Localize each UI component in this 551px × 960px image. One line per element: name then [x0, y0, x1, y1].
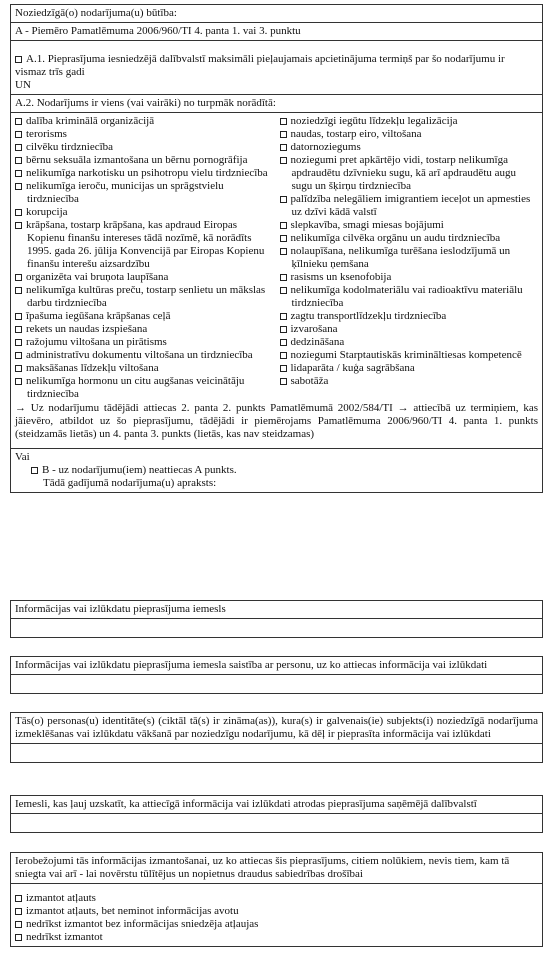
request-reason-label: Informācijas vai izlūkdatu pieprasījuma iemesls	[11, 601, 542, 619]
offence-item[interactable]	[280, 310, 539, 323]
offence-checkbox[interactable]	[280, 352, 287, 359]
offence-checkbox[interactable]	[15, 170, 22, 177]
reason-link-box	[10, 656, 543, 694]
offence-label: īpašuma iegūšana krāpšanas ceļā	[26, 310, 171, 322]
offence-checkbox[interactable]	[280, 248, 287, 255]
offence-item[interactable]	[15, 180, 274, 206]
offence-label: lidaparāta / kuģa sagrābšana	[290, 362, 415, 374]
offence-label: krāpšana, tostarp krāpšana, kas apdraud Eiropas Kopienu finanšu intereses tādā nozīmē, kā norādīts 1995. gada 26. jūlija Konvencijā par Eiropas Kopienu finanšu interešu aizsardzību	[26, 219, 265, 270]
offence-checkbox[interactable]	[15, 378, 22, 385]
section-a-title: A - Piemēro Pamatlēmuma 2006/960/TI 4. panta 1. vai 3. punktu	[11, 23, 542, 41]
offence-item[interactable]	[280, 141, 539, 154]
offence-checkbox[interactable]	[280, 365, 287, 372]
a1-checkbox[interactable]	[15, 56, 22, 63]
grounds-label: Iemesli, kas ļauj uzskatīt, ka attiecīgā informācija vai izlūkdati atrodas pieprasījuma saņēmējā dalībvalstī	[11, 796, 542, 814]
section-b	[11, 449, 542, 492]
offence-checkbox[interactable]	[280, 118, 287, 125]
offence-label: dedzināšana	[290, 336, 345, 348]
offence-item[interactable]	[15, 323, 274, 336]
usage-restrictions-options	[11, 884, 542, 946]
offence-checkbox[interactable]	[280, 157, 287, 164]
restriction-option[interactable]	[15, 892, 538, 905]
offence-label: slepkavība, smagi miesas bojājumi	[290, 219, 444, 231]
request-reason-field[interactable]	[11, 619, 542, 637]
grounds-field[interactable]	[11, 814, 542, 832]
offence-checkbox[interactable]	[15, 313, 22, 320]
offence-item[interactable]	[15, 128, 274, 141]
offence-item[interactable]	[15, 362, 274, 375]
offence-item[interactable]	[280, 362, 539, 375]
offence-item[interactable]	[15, 375, 274, 401]
offence-checkbox[interactable]	[15, 339, 22, 346]
restriction-option-label: izmantot atļauts, bet neminot informācijas avotu	[26, 905, 239, 917]
offence-label: datornoziegums	[290, 141, 361, 153]
b-description-label: Tādā gadījumā nodarījuma(u) apraksts:	[43, 477, 217, 489]
restriction-option-label: izmantot atļauts	[26, 892, 96, 904]
offence-item[interactable]	[280, 284, 539, 310]
offence-label: cilvēku tirdzniecība	[26, 141, 114, 153]
offence-checkbox[interactable]	[15, 157, 22, 164]
offence-item[interactable]	[280, 375, 539, 388]
restriction-checkbox[interactable]	[15, 934, 22, 941]
offence-checkbox[interactable]	[15, 209, 22, 216]
offence-item[interactable]	[15, 154, 274, 167]
usage-restrictions-label: Ierobežojumi tās informācijas izmantošanai, uz ko attiecas šis pieprasījums, citiem nolūkiem, nevis tiem, kam tā sniegta vai arī - lai novērstu tūlītējus un nopietnus draudus sabiedrības drošībai	[11, 853, 542, 884]
request-reason-box	[10, 600, 543, 638]
restriction-option-label: nedrīkst izmantot bez informācijas sniedzēja atļaujas	[26, 918, 259, 930]
offence-checkbox[interactable]	[280, 287, 287, 294]
offence-item[interactable]	[280, 323, 539, 336]
b-checkbox[interactable]	[31, 467, 38, 474]
offence-label: izvarošana	[290, 323, 338, 335]
offence-checkbox[interactable]	[15, 183, 22, 190]
offence-item[interactable]	[15, 141, 274, 154]
offence-label: nelikumīga kodolmateriālu vai radioaktīvu materiālu tirdzniecība	[290, 284, 523, 309]
a2-title: A.2. Nodarījums ir viens (vai vairāki) no turpmāk norādītā:	[11, 95, 542, 113]
offence-item[interactable]	[280, 336, 539, 349]
offence-checkbox[interactable]	[280, 339, 287, 346]
person-identity-field[interactable]	[11, 744, 542, 762]
offence-item[interactable]	[15, 115, 274, 128]
offence-checkbox[interactable]	[15, 326, 22, 333]
offence-item[interactable]	[15, 271, 274, 284]
offence-item[interactable]	[15, 167, 274, 180]
offence-item[interactable]	[280, 232, 539, 245]
a2-right-column	[280, 115, 539, 401]
offence-label: rekets un naudas izspiešana	[26, 323, 148, 335]
offence-checkbox[interactable]	[280, 222, 287, 229]
offence-checkbox[interactable]	[280, 274, 287, 281]
offence-label: administratīvu dokumentu viltošana un tirdzniecība	[26, 349, 253, 361]
offence-label: dalība kriminālā organizācijā	[26, 115, 155, 127]
offence-checkbox[interactable]	[15, 365, 22, 372]
b-text: B - uz nodarījumu(iem) neattiecas A punkts.	[42, 464, 237, 476]
offence-checkbox[interactable]	[280, 326, 287, 333]
offence-item[interactable]	[280, 154, 539, 193]
offence-item[interactable]	[280, 349, 539, 362]
restriction-option-label: nedrīkst izmantot	[26, 931, 103, 943]
arrow-note: → Uz nodarījumu tādējādi attiecas 2. panta 2. punkts Pamatlēmumā 2002/584/TI → attiecībā uz termiņiem, kas jāievēro, atbildot uz šo pieprasījumu, tādējādi ir piemērojams Pamatlēmuma 2006/960/TI 4. panta 1. punkts (steidzamās lietās) un 4. panta 3. punkts (lietās, kas nav steidzamas)	[15, 402, 538, 440]
vai-label: Vai	[15, 451, 30, 463]
a2-list	[11, 113, 542, 449]
offence-label: ražojumu viltošana un pirātisms	[26, 336, 167, 348]
offence-label: nelikumīga cilvēka orgānu un audu tirdzniecība	[290, 232, 501, 244]
offence-item[interactable]	[280, 219, 539, 232]
offence-checkbox[interactable]	[280, 144, 287, 151]
offence-checkbox[interactable]	[15, 352, 22, 359]
offence-label: naudas, tostarp eiro, viltošana	[290, 128, 422, 140]
offence-label: noziegumi Starptautiskās krimināltiesas kompetencē	[290, 349, 522, 361]
offence-label: sabotāža	[290, 375, 329, 387]
reason-link-field[interactable]	[11, 675, 542, 693]
offence-item[interactable]	[15, 349, 274, 362]
offence-item[interactable]	[280, 193, 539, 219]
offence-checkbox[interactable]	[280, 378, 287, 385]
offence-item[interactable]	[15, 284, 274, 310]
grounds-box	[10, 795, 543, 833]
offence-label: nolaupīšana, nelikumīga turēšana ieslodzījumā un ķīlnieku ņemšana	[290, 245, 511, 270]
offence-checkbox[interactable]	[280, 196, 287, 203]
offence-nature-header: Noziedzīgā(o) nodarījuma(u) būtība:	[11, 5, 542, 23]
offence-item[interactable]	[280, 245, 539, 271]
section-a1	[11, 41, 542, 95]
usage-restrictions-box	[10, 852, 543, 947]
offence-checkbox[interactable]	[15, 144, 22, 151]
restriction-option[interactable]	[15, 905, 538, 918]
restriction-option[interactable]	[15, 918, 538, 931]
offence-label: palīdzība nelegāliem imigrantiem ieceļot un apmesties uz dzīvi kādā valstī	[290, 193, 531, 218]
offence-item[interactable]	[15, 336, 274, 349]
person-identity-label: Tās(o) personas(u) identitāte(s) (ciktāl tā(s) ir zināma(as)), kura(s) ir galvenais(ie) subjekts(i) noziedzīgā nodarījuma izmeklēšanas vai izlūkdatu vākšanā par noziedzīgu nodarījumu, kā dēļ ir pieprasīta informācija vai izlūkdati	[11, 713, 542, 744]
offence-item[interactable]	[280, 128, 539, 141]
offence-item[interactable]	[15, 310, 274, 323]
person-identity-box	[10, 712, 543, 763]
offence-label: nelikumīga narkotisku un psihotropu vielu tirdzniecība	[26, 167, 268, 179]
restriction-checkbox[interactable]	[15, 908, 22, 915]
offence-nature-box	[10, 4, 543, 493]
offence-item[interactable]	[280, 271, 539, 284]
offence-label: noziedzīgi iegūtu līdzekļu legalizācija	[290, 115, 458, 127]
offence-checkbox[interactable]	[280, 131, 287, 138]
offence-label: nelikumīga hormonu un citu augšanas veicinātāju tirdzniecība	[26, 375, 245, 400]
offence-checkbox[interactable]	[15, 287, 22, 294]
a1-text: A.1. Pieprasījuma iesniedzējā dalībvalstī maksimāli pieļaujamais apcietinājuma termiņš par šo nodarījumu ir vismaz trīs gadi	[15, 53, 505, 78]
offence-label: maksāšanas līdzekļu viltošana	[26, 362, 159, 374]
offence-label: nelikumīga kultūras preču, tostarp senlietu un mākslas darbu tirdzniecība	[26, 284, 266, 309]
offence-checkbox[interactable]	[15, 274, 22, 281]
offence-item[interactable]	[15, 206, 274, 219]
offence-checkbox[interactable]	[280, 313, 287, 320]
restriction-checkbox[interactable]	[15, 895, 22, 902]
offence-item[interactable]	[15, 219, 274, 271]
restriction-checkbox[interactable]	[15, 921, 22, 928]
reason-link-label: Informācijas vai izlūkdatu pieprasījuma iemesla saistība ar personu, uz ko attiecas informācija vai izlūkdati	[11, 657, 542, 675]
offence-item[interactable]	[280, 115, 539, 128]
offence-label: organizēta vai bruņota laupīšana	[26, 271, 169, 283]
un-label: UN	[15, 79, 31, 91]
offence-label: rasisms un ksenofobija	[290, 271, 392, 283]
a2-left-column	[15, 115, 274, 401]
restriction-option[interactable]	[15, 931, 538, 944]
offence-checkbox[interactable]	[15, 118, 22, 125]
offence-checkbox[interactable]	[15, 222, 22, 229]
offence-label: nelikumīga ieroču, municijas un sprāgstvielu tirdzniecība	[26, 180, 224, 205]
offence-checkbox[interactable]	[15, 131, 22, 138]
offence-label: korupcija	[26, 206, 68, 218]
offence-label: terorisms	[26, 128, 67, 140]
offence-label: zagtu transportlīdzekļu tirdzniecība	[290, 310, 447, 322]
offence-checkbox[interactable]	[280, 235, 287, 242]
offence-label: bērnu seksuāla izmantošana un bērnu pornogrāfija	[26, 154, 248, 166]
offence-label: noziegumi pret apkārtējo vidi, tostarp nelikumīga apdraudētu dzīvnieku sugu, kā arī apdraudētu augu sugu un šķirņu tirdzniecība	[290, 154, 517, 192]
